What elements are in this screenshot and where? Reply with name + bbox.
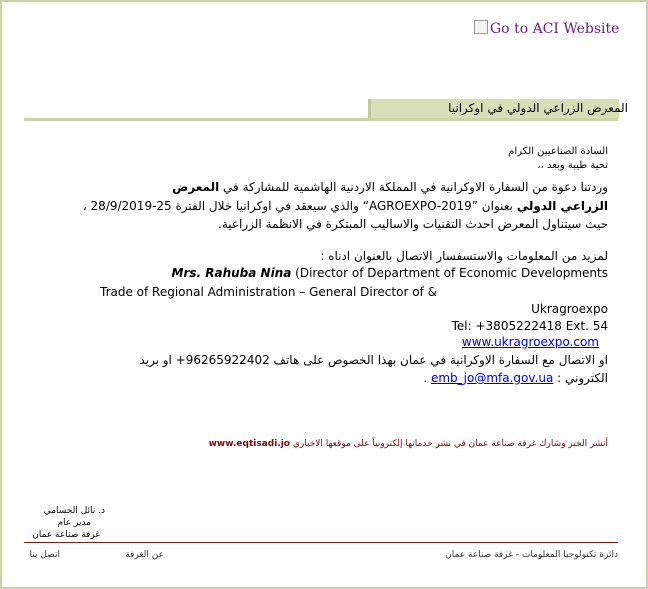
footer-contact-link[interactable]: اتصل بنا bbox=[29, 550, 60, 560]
signature-role: مدير عام bbox=[57, 518, 91, 528]
footer-divider bbox=[24, 542, 618, 543]
contact-title-1: (Director of Department of Economic Developments bbox=[291, 266, 608, 280]
footer-department: دائرة تكنولوجيا المعلومات - غرفة صناعة عمان bbox=[445, 550, 618, 560]
signature-name: د. نائل الحسامي bbox=[43, 506, 105, 516]
contact-name: Mrs. Rahuba Nina bbox=[171, 266, 292, 280]
share-promo bbox=[209, 439, 608, 449]
eqtisadi-link[interactable]: www.eqtisadi.jo bbox=[208, 439, 290, 449]
aci-link-label: Go to ACI Website bbox=[490, 21, 620, 37]
email-label: الكتروني : bbox=[553, 371, 608, 385]
contact-org: Ukragroexpo bbox=[531, 302, 608, 316]
paragraph-line-3: حيث سيتناول المعرض احدث التقنيات والاساليب المبتكرة في الانظمة الزراعية. bbox=[218, 217, 608, 231]
page-title: المعرض الزراعي الدولي في اوكرانيا bbox=[448, 101, 628, 115]
contact-website-link[interactable]: www.ukragroexpo.com bbox=[461, 335, 599, 349]
salutation: السادة الصناعيين الكرام bbox=[508, 146, 608, 157]
share-promo-text: أنشر الخبر وشارك غرفة صناعة عمان في نشر خدماتها إلكترونياً على موقعها الاخباري bbox=[292, 439, 608, 449]
para1-line1-bold: المعرض bbox=[172, 180, 220, 194]
contact-line-1 bbox=[172, 266, 608, 280]
title-underline bbox=[24, 118, 618, 121]
embassy-line-2 bbox=[423, 371, 608, 385]
paragraph-line-2 bbox=[83, 199, 608, 213]
embassy-email-link[interactable]: emb_jo@mfa.gov.ua bbox=[430, 371, 554, 385]
signature-org: غرفة صناعة عمان bbox=[32, 530, 100, 540]
aci-website-link[interactable] bbox=[474, 20, 619, 37]
embassy-line-1: او الاتصال مع السفارة الاوكرانية في عمان بهذا الخصوص على هاتف 96265922402+ او بريد bbox=[139, 353, 608, 367]
footer-about-link[interactable]: عن الغرفة bbox=[125, 550, 164, 560]
para1-line2-bold: الزراعي الدولي bbox=[516, 199, 608, 213]
greeting: تحية طيبة وبعد ،، bbox=[537, 160, 608, 171]
contact-title-2: Trade of Regional Administration – General Director of & bbox=[100, 285, 437, 299]
more-info-intro: لمزيد من المعلومات والاستسفسار الاتصال بالعنوان ادناه : bbox=[320, 249, 608, 263]
paragraph-line-1 bbox=[172, 180, 608, 194]
para1-line1-text: وردتنا دعوة من السفارة الاوكرانية في المملكة الاردنية الهاشمية للمشاركة في bbox=[219, 180, 608, 194]
para1-line2-text: بعنوان ”AGROEXPO-2019“ والذي سيعقد في اوكرانيا خلال الفترة 25-28/9/2019 ، bbox=[82, 199, 517, 213]
contact-tel: Tel: +3805222418 Ext. 54 bbox=[451, 319, 608, 333]
email-end: . bbox=[423, 371, 431, 385]
broken-image-icon bbox=[474, 20, 488, 34]
